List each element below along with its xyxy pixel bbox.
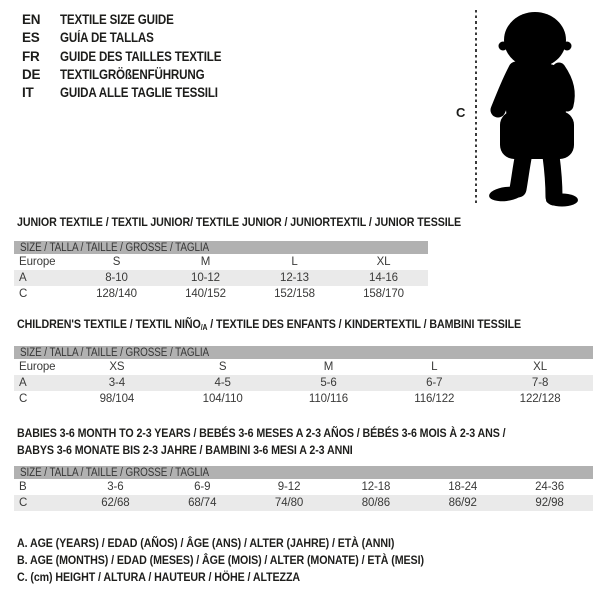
cell: 6-9 xyxy=(194,481,211,493)
babies-heading-line1: BABIES 3-6 MONTH TO 2-3 YEARS / BEBÉS 3-6 MESES A 2-3 AÑOS / BÉBÉS 3-6 MOIS À 2-3 ANS / xyxy=(17,426,506,440)
language-title: TEXTILE SIZE GUIDE xyxy=(60,12,174,27)
table-row xyxy=(14,270,428,286)
table-row xyxy=(14,495,593,511)
cell: 12-18 xyxy=(361,481,391,493)
cell: 6-7 xyxy=(426,377,443,389)
row-label: Europe xyxy=(19,256,56,268)
language-row-es xyxy=(22,29,248,47)
cell: 92/98 xyxy=(535,497,564,509)
cell: 80/86 xyxy=(361,497,391,509)
table-row xyxy=(14,391,593,407)
cell: 5-6 xyxy=(320,377,337,389)
language-title: TEXTILGRÖßENFÜHRUNG xyxy=(60,66,205,82)
table-row xyxy=(14,359,593,375)
language-title: GUÍA DE TALLAS xyxy=(60,30,154,46)
language-code: DE xyxy=(22,66,41,82)
cell: XL xyxy=(376,256,391,268)
table-row xyxy=(14,375,593,391)
language-code: EN xyxy=(22,12,41,27)
junior-size-table xyxy=(14,241,428,302)
cell: 14-16 xyxy=(369,272,398,284)
language-row-fr xyxy=(22,48,248,66)
table-row xyxy=(14,254,428,270)
junior-section-heading xyxy=(17,214,533,231)
size-header-bar: SIZE / TALLA / TAILLE / GRÖSSE / TAGLIA xyxy=(14,346,593,359)
table-row xyxy=(14,286,428,302)
cell: 4-5 xyxy=(214,377,231,389)
row-label: B xyxy=(19,481,27,493)
cell: 104/110 xyxy=(202,393,243,405)
table-header-row xyxy=(14,241,428,254)
language-code: IT xyxy=(22,85,34,101)
row-label: C xyxy=(19,288,28,300)
note-height-cm: C. (cm) HEIGHT / ALTURA / HAUTEUR / HÖHE / ALTEZZA xyxy=(17,570,301,585)
babies-section-heading xyxy=(17,425,577,459)
cell: XL xyxy=(533,361,548,373)
language-title: GUIDE DES TAILLES TEXTILE xyxy=(60,48,222,64)
cell: 24-36 xyxy=(535,481,565,493)
cell: 74/80 xyxy=(274,497,304,509)
cell: 8-10 xyxy=(105,272,128,284)
cell: M xyxy=(323,361,334,373)
cell: XS xyxy=(109,361,125,373)
language-row-de xyxy=(22,66,248,84)
cell: M xyxy=(200,256,211,268)
height-dotted-line xyxy=(475,10,477,206)
baby-silhouette-icon xyxy=(479,8,596,208)
cell: S xyxy=(218,361,227,373)
cell: 140/152 xyxy=(185,288,226,300)
height-measure-label: C xyxy=(456,105,466,120)
junior-heading-text: JUNIOR TEXTILE / TEXTIL JUNIOR/ TEXTILE JUNIOR / JUNIORTEXTIL / JUNIOR TESSILE xyxy=(17,215,462,229)
table-row xyxy=(14,479,593,495)
cell: L xyxy=(291,256,298,268)
babies-size-table xyxy=(14,466,593,511)
cell: 110/116 xyxy=(308,393,349,405)
cell: 3-6 xyxy=(107,481,124,493)
cell: S xyxy=(112,256,121,268)
row-label: A xyxy=(19,377,27,389)
legend-notes xyxy=(17,535,490,587)
language-code: FR xyxy=(22,48,40,64)
cell: 18-24 xyxy=(448,481,478,493)
cell: 3-4 xyxy=(108,377,126,389)
row-label: C xyxy=(19,497,28,509)
table-header-row xyxy=(14,466,593,479)
language-row-en xyxy=(22,11,248,29)
children-heading-text: CHILDREN'S TEXTILE / TEXTIL $NIÑO_{/A}$ / TEXTILE DES ENFANTS / KINDERTEXTIL / BAMBINI TESSILE xyxy=(17,317,522,332)
language-title-list xyxy=(22,11,248,102)
cell: 68/74 xyxy=(188,497,217,509)
children-size-table xyxy=(14,346,593,407)
cell: 10-12 xyxy=(191,272,220,284)
cell: 86/92 xyxy=(448,497,477,509)
cell: 158/170 xyxy=(363,288,404,300)
size-header-bar: SIZE / TALLA / TAILLE / GRÖSSE / TAGLIA xyxy=(14,466,593,479)
cell: 7-8 xyxy=(531,377,549,389)
cell: L xyxy=(431,361,438,373)
cell: 116/122 xyxy=(414,393,455,405)
row-label: Europe xyxy=(19,361,56,373)
note-age-years: A. AGE (YEARS) / EDAD (AÑOS) / ÂGE (ANS) / ALTER (JAHRE) / ETÀ (ANNI) xyxy=(17,536,395,550)
cell: 152/158 xyxy=(274,288,315,300)
language-row-it xyxy=(22,84,248,102)
language-code: ES xyxy=(22,30,40,46)
row-label: C xyxy=(19,393,28,405)
cell: 9-12 xyxy=(277,481,301,493)
cell: 122/128 xyxy=(519,393,561,405)
language-title: GUIDA ALLE TAGLIE TESSILI xyxy=(60,85,218,101)
size-header-bar: SIZE / TALLA / TAILLE / GRÖSSE / TAGLIA xyxy=(14,241,428,254)
note-age-months: B. AGE (MONTHS) / EDAD (MESES) / ÂGE (MOIS) / ALTER (MONATE) / ETÀ (MESI) xyxy=(17,553,424,568)
cell: 62/68 xyxy=(101,497,130,509)
cell: 12-13 xyxy=(280,272,309,284)
cell: 128/140 xyxy=(96,288,137,300)
cell: 98/104 xyxy=(99,393,135,405)
children-section-heading xyxy=(17,316,600,336)
babies-heading-line2: BABYS 3-6 MONATE BIS 2-3 JAHRE / BAMBINI 3-6 MESI A 2-3 ANNI xyxy=(17,443,353,457)
row-label: A xyxy=(19,272,27,284)
table-header-row xyxy=(14,346,593,359)
